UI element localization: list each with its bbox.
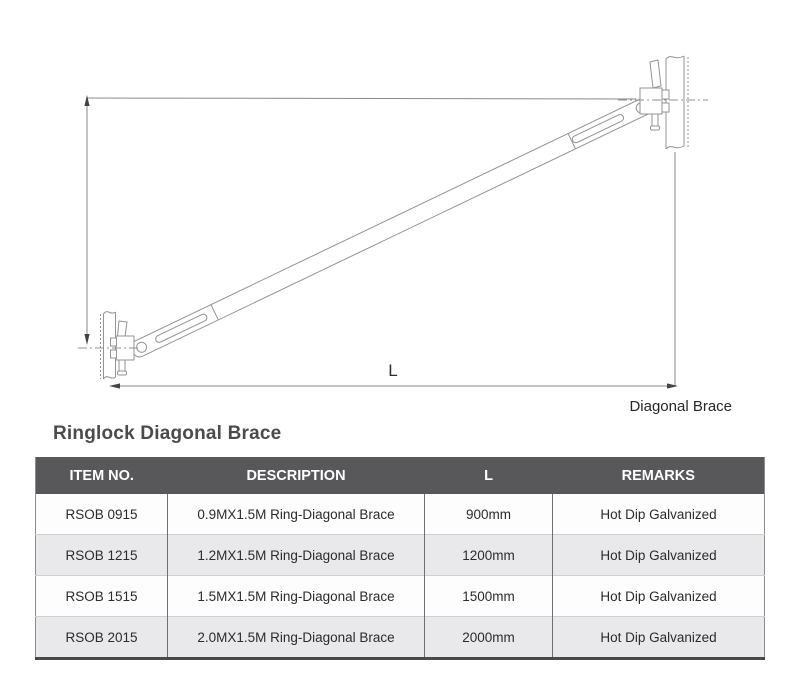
spec-table	[35, 457, 765, 660]
table-row	[36, 576, 765, 617]
col-header-item-no: ITEM NO.	[36, 457, 168, 494]
cell-remarks: Hot Dip Galvanized	[553, 535, 765, 576]
brace-tube	[129, 94, 658, 359]
wedge-pin-upper	[650, 60, 661, 88]
col-header-l: L	[425, 457, 553, 494]
col-header-remarks: REMARKS	[553, 457, 765, 494]
col-header-description: DESCRIPTION	[168, 457, 425, 494]
upper-post-assembly	[618, 56, 708, 149]
cell-item-no: RSOB 2015	[36, 617, 168, 659]
lock-pin-head	[651, 126, 660, 130]
cell-length: 1200mm	[425, 535, 553, 576]
clamp-jaw	[662, 90, 669, 99]
cell-description: 0.9MX1.5M Ring-Diagonal Brace	[168, 494, 425, 535]
clamp-housing-upper	[640, 88, 662, 114]
lock-pin-lower	[119, 360, 125, 371]
cell-item-no: RSOB 1215	[36, 535, 168, 576]
cell-remarks: Hot Dip Galvanized	[553, 617, 765, 659]
cell-length: 900mm	[425, 494, 553, 535]
lock-pin-head	[118, 371, 127, 375]
table-row	[36, 494, 765, 535]
table-row	[36, 617, 765, 659]
page-title: Ringlock Diagonal Brace	[53, 423, 282, 444]
wedge-pin-lower	[118, 321, 128, 337]
clamp-jaw	[662, 103, 669, 112]
cell-remarks: Hot Dip Galvanized	[553, 494, 765, 535]
cell-description: 2.0MX1.5M Ring-Diagonal Brace	[168, 617, 425, 659]
table-row	[36, 535, 765, 576]
table-header-row	[36, 457, 765, 494]
cell-description: 1.5MX1.5M Ring-Diagonal Brace	[168, 576, 425, 617]
dimension-l-label: L	[388, 361, 398, 380]
lock-pin-upper	[652, 114, 658, 126]
diagram-caption: Diagonal Brace	[629, 398, 732, 415]
cell-item-no: RSOB 0915	[65, 506, 138, 522]
cell-description: 1.2MX1.5M Ring-Diagonal Brace	[168, 535, 425, 576]
clamp-jaw	[111, 350, 117, 358]
cell-length: 1500mm	[425, 576, 553, 617]
cell-length: 2000mm	[425, 617, 553, 659]
cell-item-no: RSOB 1515	[36, 576, 168, 617]
cell-remarks: Hot Dip Galvanized	[553, 576, 765, 617]
clamp-jaw	[111, 338, 117, 346]
